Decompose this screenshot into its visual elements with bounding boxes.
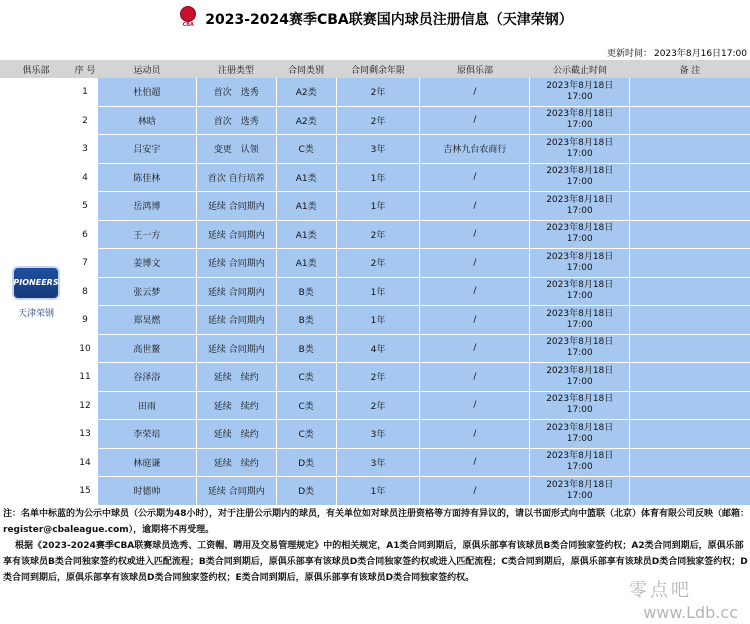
orig-club: 吉林九台农商行 [443, 145, 507, 156]
row-remark [630, 449, 750, 478]
row-years [337, 192, 420, 221]
title-row [0, 0, 750, 38]
table-row [72, 249, 750, 278]
row-no: 10 [79, 343, 91, 354]
orig-club: / [473, 428, 477, 439]
contract-class: C类 [298, 401, 314, 412]
row-contract [277, 477, 336, 506]
row-player [98, 164, 196, 193]
years-left: 2年 [370, 259, 386, 270]
row-contract [277, 135, 336, 164]
row-player [98, 392, 196, 421]
row-player [98, 278, 196, 307]
row-reg-type [197, 278, 276, 307]
row-reg-type [197, 164, 276, 193]
row-contract [277, 164, 336, 193]
row-years [337, 135, 420, 164]
row-no: 14 [79, 457, 91, 468]
row-deadline [530, 420, 629, 449]
row-remark [630, 278, 750, 307]
basketball-icon [180, 6, 196, 22]
years-left: 1年 [370, 202, 386, 213]
row-reg-type [197, 221, 276, 250]
reg-type: 延续 合同期内 [207, 230, 265, 241]
row-contract [277, 192, 336, 221]
row-years [337, 278, 420, 307]
row-deadline [530, 278, 629, 307]
cba-logo [177, 6, 199, 32]
row-remark [630, 107, 750, 136]
years-left: 2年 [370, 116, 386, 127]
row-orig-club [420, 392, 529, 421]
player-name: 林庭谦 [133, 458, 161, 469]
row-years [337, 363, 420, 392]
header-years: 合同剩余年限 [350, 65, 405, 76]
header-club: 俱乐部 [22, 65, 50, 76]
club-logo-icon: PIONEERS [12, 266, 60, 300]
row-remark [630, 249, 750, 278]
row-deadline [530, 477, 629, 506]
years-left: 2年 [370, 401, 386, 412]
row-remark [630, 306, 750, 335]
deadline-date: 2023年8月18日 [546, 394, 614, 405]
row-remark [630, 392, 750, 421]
player-name: 高世鳌 [133, 344, 161, 355]
player-name: 吕安宇 [133, 145, 161, 156]
deadline-date: 2023年8月18日 [546, 365, 614, 376]
row-contract [277, 278, 336, 307]
deadline-time: 17:00 [566, 319, 593, 330]
deadline-time: 17:00 [566, 433, 593, 444]
player-name: 谷泽浴 [133, 373, 161, 384]
player-name: 杜伯超 [133, 88, 161, 99]
deadline-date: 2023年8月18日 [546, 337, 614, 348]
row-deadline [530, 221, 629, 250]
player-name: 郑昊燃 [133, 316, 161, 327]
row-no: 4 [82, 172, 88, 183]
row-remark [630, 221, 750, 250]
row-reg-type [197, 107, 276, 136]
update-label: 更新时间： [606, 49, 652, 59]
row-deadline [530, 78, 629, 107]
table-row [72, 135, 750, 164]
deadline-time: 17:00 [566, 205, 593, 216]
row-deadline [530, 107, 629, 136]
deadline-date: 2023年8月18日 [546, 479, 614, 490]
years-left: 3年 [370, 458, 386, 469]
deadline-time: 17:00 [566, 234, 593, 245]
orig-club: / [473, 343, 477, 354]
table-row [72, 392, 750, 421]
row-reg-type [197, 78, 276, 107]
row-remark [630, 335, 750, 364]
orig-club: / [473, 200, 477, 211]
contract-class: A2类 [295, 116, 317, 127]
table-row [72, 164, 750, 193]
reg-type: 首次 选秀 [213, 116, 259, 127]
row-player [98, 135, 196, 164]
years-left: 2年 [370, 373, 386, 384]
deadline-time: 17:00 [566, 91, 593, 102]
player-name: 田雨 [137, 401, 156, 412]
row-orig-club [420, 249, 529, 278]
club-cell [0, 78, 72, 506]
row-years [337, 107, 420, 136]
update-value: 2023年8月16日17:00 [653, 49, 747, 59]
row-contract [277, 78, 336, 107]
watermark-text: 零点吧 [629, 580, 692, 601]
years-left: 4年 [370, 344, 386, 355]
orig-club: / [473, 115, 477, 126]
deadline-date: 2023年8月18日 [546, 451, 614, 462]
player-name: 时德帅 [133, 487, 161, 498]
row-player [98, 335, 196, 364]
page-title: 2023-2024赛季CBA联赛国内球员注册信息（天津荣钢） [205, 12, 573, 28]
orig-club: / [473, 172, 477, 183]
row-years [337, 78, 420, 107]
deadline-date: 2023年8月18日 [546, 166, 614, 177]
player-name: 岳鸿博 [133, 202, 161, 213]
notes [0, 506, 750, 586]
row-contract [277, 449, 336, 478]
row-deadline [530, 164, 629, 193]
deadline-date: 2023年8月18日 [546, 422, 614, 433]
row-years [337, 420, 420, 449]
row-reg-type [197, 192, 276, 221]
table-row [72, 221, 750, 250]
row-no: 3 [82, 144, 88, 155]
row-no: 15 [79, 486, 91, 497]
contract-class: A1类 [295, 173, 317, 184]
row-contract [277, 420, 336, 449]
header-no: 序 号 [74, 65, 96, 76]
row-deadline [530, 249, 629, 278]
row-orig-club [420, 306, 529, 335]
player-name: 姜博文 [133, 259, 161, 270]
deadline-time: 17:00 [566, 405, 593, 416]
row-player [98, 363, 196, 392]
table-row [72, 107, 750, 136]
years-left: 1年 [370, 173, 386, 184]
player-name: 林晗 [137, 116, 156, 127]
contract-class: B类 [298, 344, 314, 355]
table-row [72, 449, 750, 478]
row-contract [277, 107, 336, 136]
row-player [98, 477, 196, 506]
table-row [72, 192, 750, 221]
row-player [98, 221, 196, 250]
row-no: 9 [82, 315, 88, 326]
row-reg-type [197, 249, 276, 278]
header-orig-club: 原俱乐部 [456, 65, 493, 76]
orig-club: / [473, 314, 477, 325]
row-reg-type [197, 392, 276, 421]
row-reg-type [197, 477, 276, 506]
deadline-time: 17:00 [566, 348, 593, 359]
row-contract [277, 306, 336, 335]
deadline-date: 2023年8月18日 [546, 194, 614, 205]
player-name: 王一方 [133, 230, 161, 241]
row-contract [277, 249, 336, 278]
deadline-time: 17:00 [566, 177, 593, 188]
contract-class: A1类 [295, 230, 317, 241]
orig-club: / [473, 485, 477, 496]
header-contract: 合同类别 [287, 65, 324, 76]
reg-type: 延续 合同期内 [207, 316, 265, 327]
row-years [337, 164, 420, 193]
row-contract [277, 335, 336, 364]
row-remark [630, 420, 750, 449]
contract-class: A2类 [295, 88, 317, 99]
row-remark [630, 164, 750, 193]
row-years [337, 477, 420, 506]
row-years [337, 449, 420, 478]
deadline-time: 17:00 [566, 120, 593, 131]
row-no: 7 [82, 258, 88, 269]
row-remark [630, 192, 750, 221]
deadline-date: 2023年8月18日 [546, 109, 614, 120]
row-player [98, 306, 196, 335]
orig-club: / [473, 86, 477, 97]
player-name: 陈佳林 [133, 173, 161, 184]
orig-club: / [473, 457, 477, 468]
contract-class: A1类 [295, 259, 317, 270]
row-deadline [530, 449, 629, 478]
row-reg-type [197, 335, 276, 364]
reg-type: 延续 续约 [213, 430, 259, 441]
header-reg-type: 注册类型 [217, 65, 254, 76]
row-player [98, 420, 196, 449]
years-left: 3年 [370, 430, 386, 441]
row-reg-type [197, 420, 276, 449]
row-no: 1 [82, 87, 88, 98]
table-body [72, 78, 750, 506]
years-left: 1年 [370, 487, 386, 498]
row-orig-club [420, 278, 529, 307]
row-years [337, 335, 420, 364]
orig-club: / [473, 400, 477, 411]
row-reg-type [197, 306, 276, 335]
row-no: 13 [79, 429, 91, 440]
player-name: 张云梦 [133, 287, 161, 298]
row-orig-club [420, 107, 529, 136]
deadline-date: 2023年8月18日 [546, 223, 614, 234]
table-header [0, 60, 750, 78]
deadline-time: 17:00 [566, 262, 593, 273]
row-player [98, 249, 196, 278]
years-left: 1年 [370, 287, 386, 298]
row-remark [630, 78, 750, 107]
row-orig-club [420, 335, 529, 364]
table-row [72, 78, 750, 107]
deadline-date: 2023年8月18日 [546, 280, 614, 291]
row-deadline [530, 192, 629, 221]
row-deadline [530, 306, 629, 335]
row-orig-club [420, 221, 529, 250]
row-years [337, 306, 420, 335]
row-player [98, 192, 196, 221]
row-contract [277, 392, 336, 421]
deadline-time: 17:00 [566, 291, 593, 302]
orig-club: / [473, 286, 477, 297]
note-disclaimer: 注：名单中标蓝的为公示中球员（公示期为48小时），对于注册公示期内的球员，有关单位如对球员注册资格等方面持有异议的，请以书面形式向中篮联（北京）体育有限公司反映（邮箱：register@cbaleague.com），逾期将不再受理。 [3, 509, 750, 535]
row-orig-club [420, 477, 529, 506]
deadline-time: 17:00 [566, 490, 593, 501]
row-orig-club [420, 363, 529, 392]
row-no: 5 [82, 201, 88, 212]
years-left: 2年 [370, 230, 386, 241]
table-row [72, 420, 750, 449]
reg-type: 首次 选秀 [213, 88, 259, 99]
deadline-time: 17:00 [566, 148, 593, 159]
contract-class: C类 [298, 373, 314, 384]
header-player: 运动员 [133, 65, 161, 76]
row-deadline [530, 363, 629, 392]
reg-type: 变更 认领 [213, 145, 259, 156]
table-row [72, 477, 750, 506]
row-years [337, 392, 420, 421]
row-orig-club [420, 420, 529, 449]
header-remark: 备 注 [679, 65, 701, 76]
deadline-date: 2023年8月18日 [546, 80, 614, 91]
reg-type: 延续 合同期内 [207, 287, 265, 298]
reg-type: 延续 合同期内 [207, 259, 265, 270]
table-row [72, 335, 750, 364]
note-rules: 根据《2023-2024赛季CBA联赛球员选秀、工资帽、聘用及交易管理规定》中的相关规定，A1类合同到期后，原俱乐部享有该球员B类合同独家签约权；A2类合同到期后，原俱乐部享有该球员B类合同独家签约权或进入匹配流程；B类合同到期后，原俱乐部享有该球员D类合同独家签约权或进入匹配流程；C类合同到期后，原俱乐部享有该球员D类合同独家签约权；D类合同到期后，原俱乐部享有该球员D类合同独家签约权；E类合同到期后，原俱乐部享有该球员D类合同独家签约权。 [3, 541, 748, 583]
row-no: 8 [82, 286, 88, 297]
contract-class: B类 [298, 316, 314, 327]
row-contract [277, 221, 336, 250]
years-left: 2年 [370, 88, 386, 99]
row-reg-type [197, 449, 276, 478]
orig-club: / [473, 371, 477, 382]
row-remark [630, 477, 750, 506]
contract-class: D类 [298, 458, 315, 469]
table-row [72, 363, 750, 392]
deadline-time: 17:00 [566, 462, 593, 473]
contract-class: D类 [298, 487, 315, 498]
orig-club: / [473, 229, 477, 240]
years-left: 1年 [370, 316, 386, 327]
row-player [98, 107, 196, 136]
header-deadline: 公示截止时间 [552, 65, 607, 76]
row-no: 2 [82, 115, 88, 126]
contract-class: A1类 [295, 202, 317, 213]
row-no: 6 [82, 229, 88, 240]
reg-type: 延续 续约 [213, 458, 259, 469]
row-no: 12 [79, 400, 91, 411]
deadline-date: 2023年8月18日 [546, 251, 614, 262]
reg-type: 延续 合同期内 [207, 202, 265, 213]
contract-class: C类 [298, 430, 314, 441]
row-reg-type [197, 363, 276, 392]
row-player [98, 78, 196, 107]
row-no: 11 [79, 372, 91, 383]
table-row [72, 278, 750, 307]
row-reg-type [197, 135, 276, 164]
contract-class: C类 [298, 145, 314, 156]
club-name: 天津荣钢 [17, 308, 54, 319]
deadline-date: 2023年8月18日 [546, 137, 614, 148]
row-orig-club [420, 135, 529, 164]
deadline-time: 17:00 [566, 376, 593, 387]
reg-type: 延续 合同期内 [207, 487, 265, 498]
watermark-url: www.Ldb.cc [643, 603, 738, 622]
row-remark [630, 135, 750, 164]
update-time [605, 46, 747, 59]
row-years [337, 249, 420, 278]
row-orig-club [420, 449, 529, 478]
row-player [98, 449, 196, 478]
row-contract [277, 363, 336, 392]
row-deadline [530, 335, 629, 364]
row-years [337, 221, 420, 250]
reg-type: 首次 自行培养 [207, 173, 265, 184]
row-orig-club [420, 164, 529, 193]
contract-class: B类 [298, 287, 314, 298]
deadline-date: 2023年8月18日 [546, 308, 614, 319]
row-orig-club [420, 192, 529, 221]
row-orig-club [420, 78, 529, 107]
reg-type: 延续 续约 [213, 373, 259, 384]
orig-club: / [473, 257, 477, 268]
reg-type: 延续 合同期内 [207, 344, 265, 355]
years-left: 3年 [370, 145, 386, 156]
table-row [72, 306, 750, 335]
row-deadline [530, 392, 629, 421]
player-name: 李荣培 [133, 430, 161, 441]
row-remark [630, 363, 750, 392]
reg-type: 延续 续约 [213, 401, 259, 412]
cba-logo-text: CBA [182, 22, 194, 28]
row-deadline [530, 135, 629, 164]
